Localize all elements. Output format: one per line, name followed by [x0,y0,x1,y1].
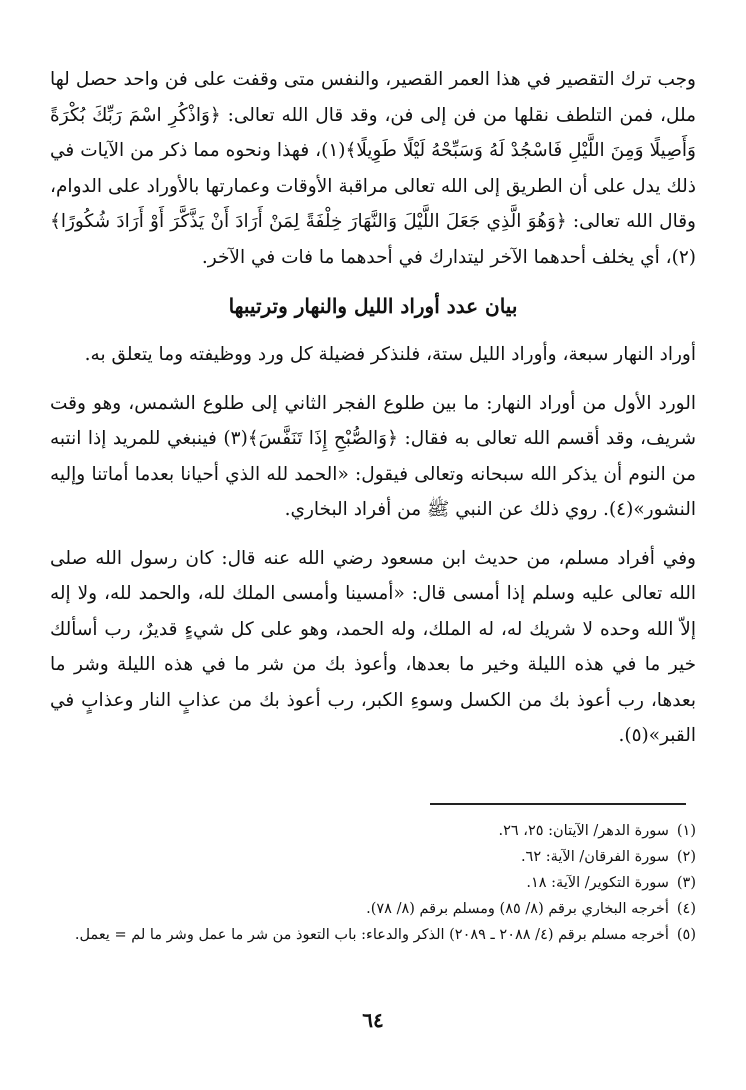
footnote [30,922,696,948]
footnote-text: سورة الفرقان/ الآية: ٦٢. [520,849,669,865]
footnote-number: (١) [676,823,696,839]
footnote-text: أخرجه البخاري برقم (٨/ ٨٥) ومسلم برقم (٨/ ٧٨). [366,901,669,917]
footnote-text: سورة الدهر/ الآيتان: ٢٥، ٢٦. [498,823,669,839]
footnote-number: (٣) [676,875,696,891]
footnote-text: أخرجه مسلم برقم (٤/ ٢٠٨٨ ـ ٢٠٨٩) الذكر والدعاء: باب التعوذ من شر ما عمل وشر ما لم = يعمل. [74,927,669,943]
footnote [30,870,696,896]
paragraph: وجب ترك التقصير في هذا العمر القصير، والنفس متى وقفت على فن واحد حصل لها ملل، فمن التلطف نقلها من فن إلى فن، وقد قال الله تعالى: ﴿وَاذْكُرِ اسْمَ رَبِّكَ بُكْرَةً وَأَصِيلًا وَمِنَ اللَّيْلِ فَاسْجُدْ لَهُ وَسَبِّحْهُ لَيْلًا طَوِيلًا﴾(١)، فهذا ونحوه مما ذكر من الآيات في ذلك يدل على أن الطريق إلى الله تعالى مراقبة الأوقات وعمارتها بالأوراد على الدوام، وقال الله تعالى: ﴿وَهُوَ الَّذِي جَعَلَ اللَّيْلَ وَالنَّهَارَ خِلْفَةً لِمَنْ أَرَادَ أَنْ يَذَّكَّرَ أَوْ أَرَادَ شُكُورًا﴾(٢)، أي يخلف أحدهما الآخر ليتدارك في أحدهما ما فات في الآخر. [50,69,696,268]
footnote-separator [430,803,686,805]
footnote [30,896,696,922]
footnotes [30,818,696,948]
footnote-text: سورة التكوير/ الآية: ١٨. [526,875,669,891]
footnote [30,818,696,844]
paragraph: وفي أفراد مسلم، من حديث ابن مسعود رضي الله عنه قال: كان رسول الله صلى الله تعالى عليه وسلم إذا أمسى قال: «أمسينا وأمسى الملك لله، والحمد لله، ولا إله إلاّ الله وحده لا شريك له، له الملك، وله الحمد، وهو على كل شيءٍ قديرٌ، رب أسألك خير ما في هذه الليلة وخير ما بعدها، وأعوذ بك من شر ما في هذه الليلة وشر ما بعدها، رب أعوذ بك من الكسل وسوءِ الكبر، رب أعوذ بك من عذابٍ النار وعذابٍ في القبر»(٥). [50,547,696,746]
section-heading: بيان عدد أوراد الليل والنهار وترتيبها [228,294,518,318]
footnote [30,844,696,870]
footnote-number: (٥) [676,927,696,943]
paragraph: أوراد النهار سبعة، وأوراد الليل ستة، فلنذكر فضيلة كل ورد ووظيفته وما يتعلق به. [84,344,696,365]
footnote-number: (٤) [676,901,696,917]
page-number: ٦٤ [362,1008,384,1032]
main-text [50,62,696,754]
footnote-number: (٢) [676,849,696,865]
paragraph: الورد الأول من أوراد النهار: ما بين طلوع الفجر الثاني إلى طلوع الشمس، وهو وقت شريف، وقد أقسم الله تعالى به فقال: ﴿وَالصُّبْحِ إِذَا تَنَفَّسَ﴾(٣) فينبغي للمريد إذا انتبه من النوم أن يذكر الله سبحانه وتعالى فيقول: «الحمد لله الذي أحيانا بعدما أماتنا وإليه النشور»(٤). روي ذلك عن النبي ﷺ من أفراد البخاري. [50,392,696,520]
